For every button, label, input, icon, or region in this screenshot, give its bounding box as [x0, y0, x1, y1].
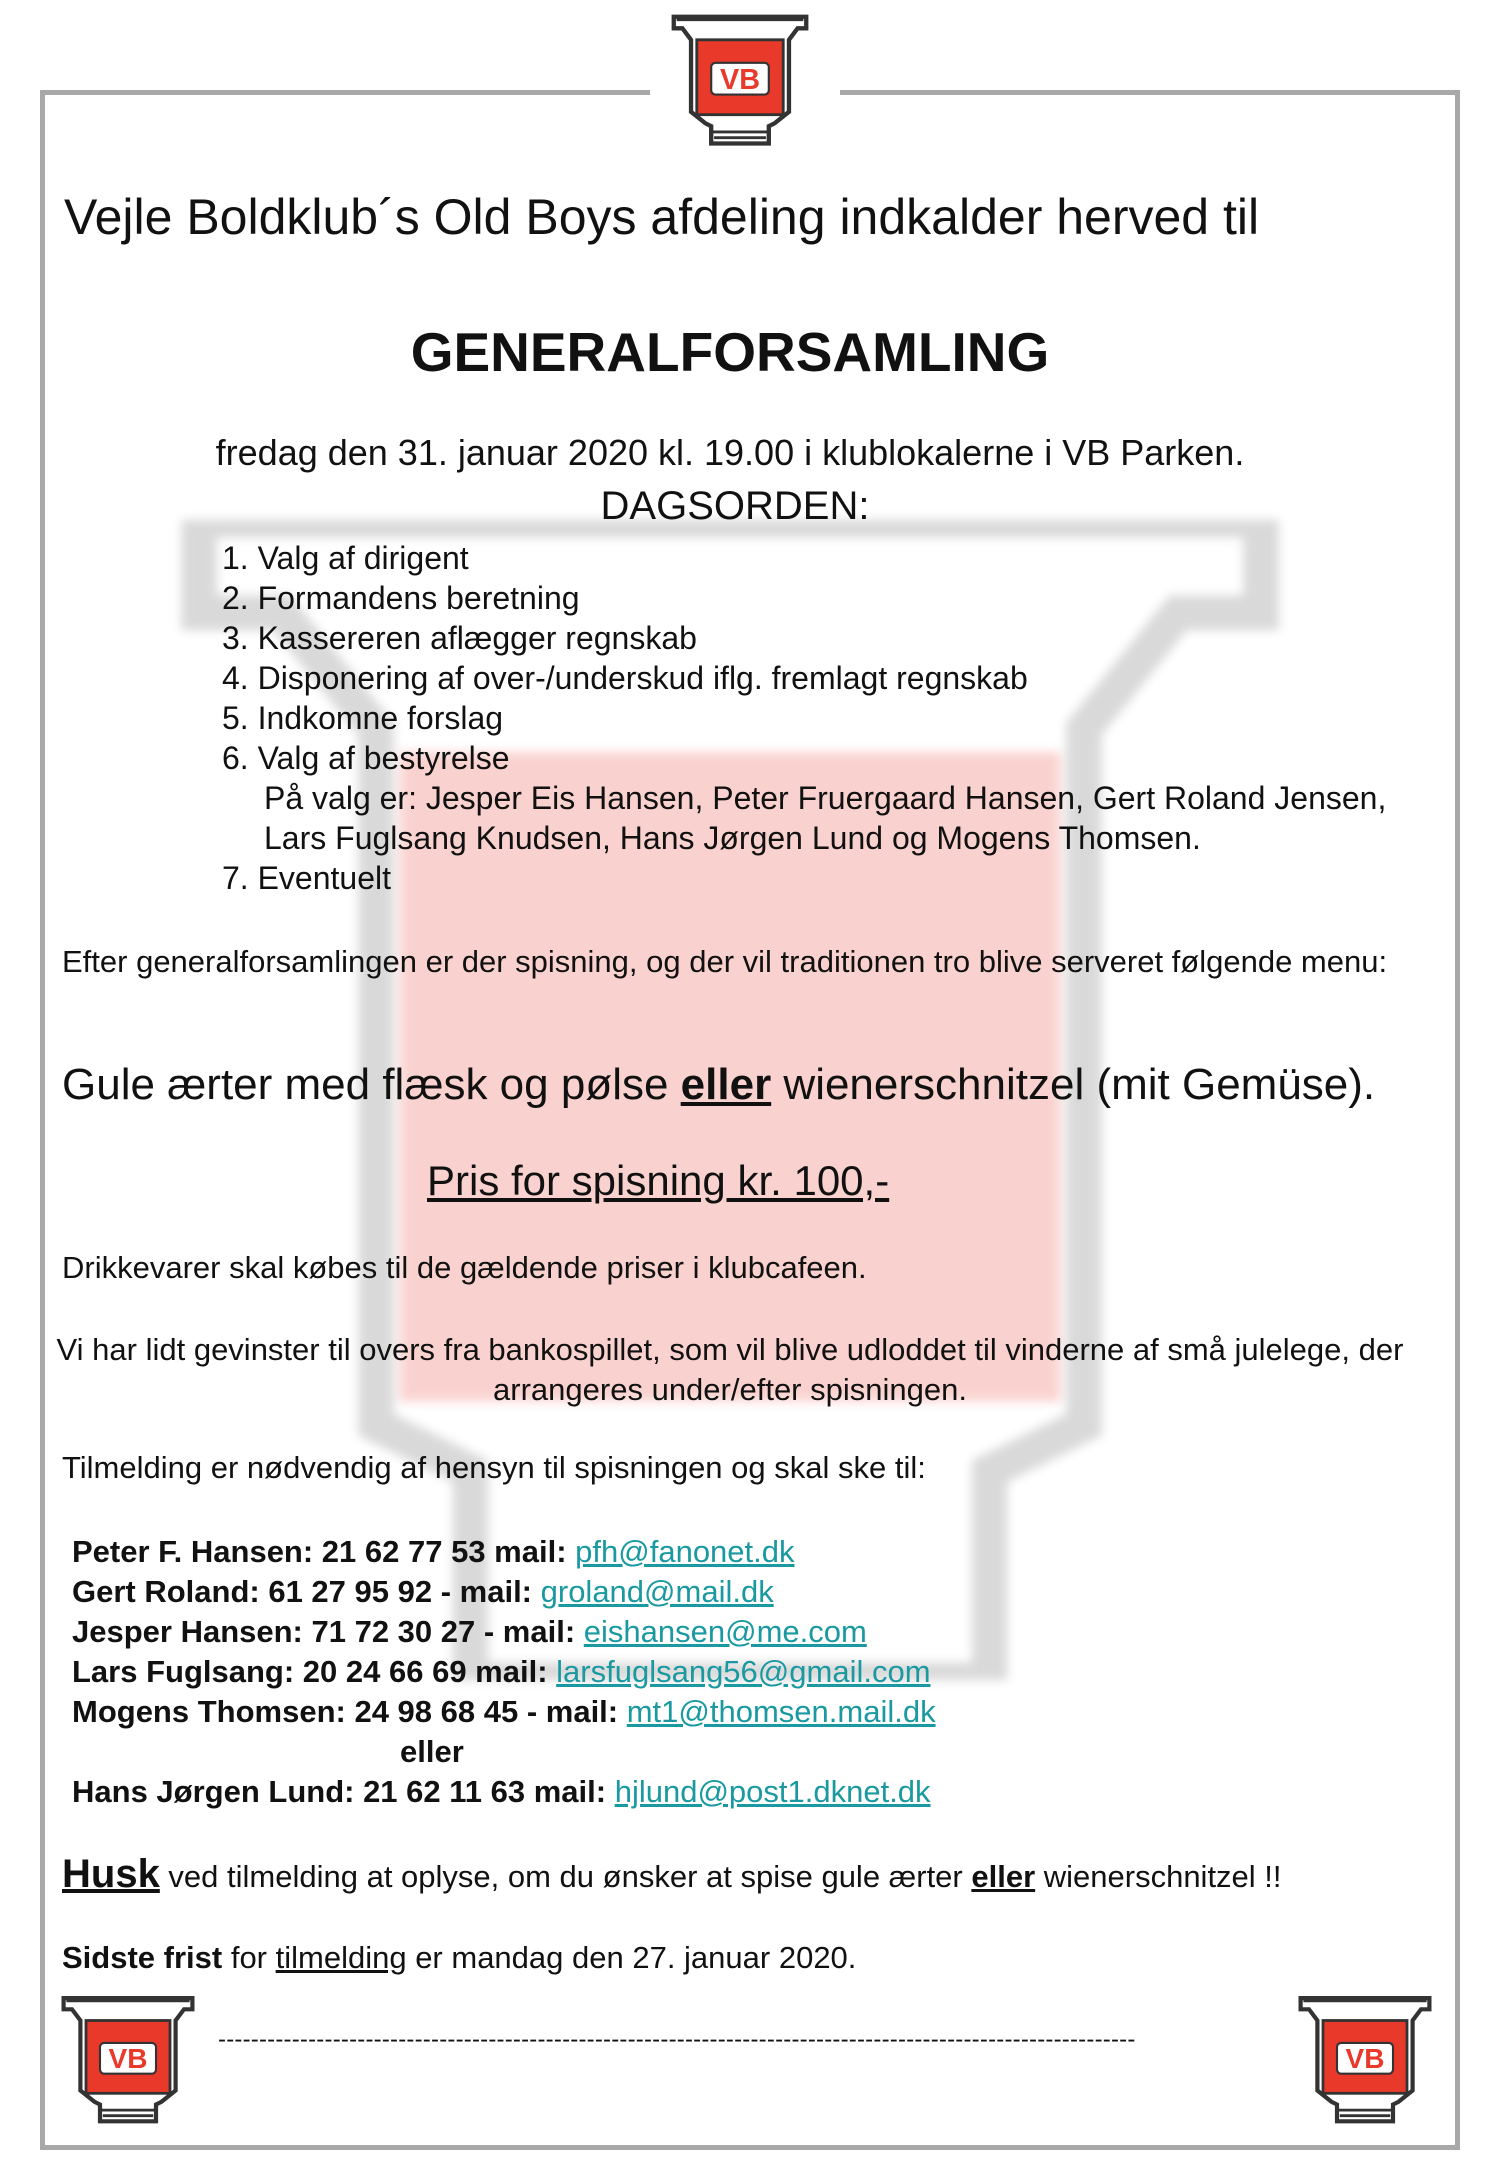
agenda-subitem: Lars Fuglsang Knudsen, Hans Jørgen Lund og Mogens Thomsen. [264, 820, 1201, 856]
menu-line [62, 1060, 1375, 1110]
contact-row [72, 1572, 936, 1612]
contact-list [72, 1532, 936, 1812]
contact-label: Jesper Hansen: 71 72 30 27 - mail: [72, 1614, 584, 1649]
email-link[interactable]: eishansen@me.com [583, 1614, 867, 1649]
page-title: GENERALFORSAMLING [410, 321, 1050, 383]
dinner-text: Efter generalforsamlingen er der spisning, og der vil traditionen tro blive serveret følgende menu: [62, 944, 1388, 979]
agenda-heading: DAGSORDEN: [600, 484, 870, 528]
contacts-or: eller [400, 1734, 464, 1769]
contact-row [72, 1652, 936, 1692]
agenda-item: 6. Valg af bestyrelse [222, 740, 510, 776]
agenda-item: 5. Indkomne forslag [222, 700, 504, 736]
prizes-text: Vi har lidt gevinster til overs fra bankospillet, som vil blive udloddet til vinderne af små julelege, der arrangeres under/efter spisningen. [56, 1332, 1404, 1407]
intro-text: Vejle Boldklub´s Old Boys afdeling indkalder herved til [64, 189, 1260, 245]
contact-label: Mogens Thomsen: 24 98 68 45 - mail: [72, 1694, 627, 1729]
contact-label: Lars Fuglsang: 20 24 66 69 mail: [72, 1654, 557, 1689]
husk-line [62, 1852, 1282, 1897]
email-link[interactable]: larsfuglsang56@gmail.com [556, 1654, 931, 1689]
menu-or: eller [680, 1060, 772, 1109]
vb-logo-top [668, 8, 812, 158]
husk-or: eller [971, 1859, 1036, 1894]
contact-row [72, 1692, 936, 1732]
email-link[interactable]: pfh@fanonet.dk [575, 1534, 795, 1569]
contact-label: Hans Jørgen Lund: 21 62 11 63 mail: [72, 1774, 615, 1809]
husk-word: Husk [62, 1852, 160, 1896]
deadline-t1: for [222, 1940, 276, 1975]
email-link[interactable]: hjlund@post1.dknet.dk [614, 1774, 931, 1809]
menu-part1: Gule ærter med flæsk og pølse [62, 1060, 681, 1109]
agenda-subitem: På valg er: Jesper Eis Hansen, Peter Fruergaard Hansen, Gert Roland Jensen, [264, 780, 1387, 816]
deadline-line [62, 1940, 856, 1976]
husk-text1: ved tilmelding at oplyse, om du ønsker at spise gule ærter [159, 1859, 972, 1894]
agenda-item: 4. Disponering af over-/underskud iflg. fremlagt regnskab [222, 660, 1028, 696]
deadline-underline: tilmelding [275, 1940, 407, 1975]
email-link[interactable]: mt1@thomsen.mail.dk [626, 1694, 936, 1729]
contact-row [72, 1772, 936, 1812]
agenda-item: 1. Valg af dirigent [222, 540, 469, 576]
signup-intro: Tilmelding er nødvendig af hensyn til spisningen og skal ske til: [62, 1450, 926, 1485]
agenda-item: 3. Kassereren aflægger regnskab [222, 620, 697, 656]
deadline-t2: er mandag den 27. januar 2020. [406, 1940, 857, 1975]
agenda-item: 2. Formandens beretning [222, 580, 580, 616]
contact-label: Gert Roland: 61 27 95 92 - mail: [72, 1574, 541, 1609]
contact-row [72, 1532, 936, 1572]
email-link[interactable]: groland@mail.dk [540, 1574, 774, 1609]
agenda-item: 7. Eventuelt [222, 860, 391, 896]
deadline-bold: Sidste frist [62, 1940, 223, 1975]
price-text: Pris for spisning kr. 100,- [427, 1157, 890, 1204]
vb-logo-bottom-right [1295, 1990, 1435, 2135]
drinks-text: Drikkevarer skal købes til de gældende priser i klubcafeen. [62, 1250, 867, 1285]
menu-part2: wienerschnitzel (mit Gemüse). [771, 1060, 1376, 1109]
meeting-time: fredag den 31. januar 2020 kl. 19.00 i klublokalerne i VB Parken. [215, 432, 1245, 473]
contact-label: Peter F. Hansen: 21 62 77 53 mail: [72, 1534, 576, 1569]
husk-text2: wienerschnitzel !! [1035, 1859, 1282, 1894]
contact-row [72, 1612, 936, 1652]
vb-logo-bottom-left [58, 1990, 198, 2135]
agenda-list [222, 538, 1386, 898]
dash-line: ---------------------------------------------------------------------------------------------------------------- [218, 2026, 1136, 2053]
